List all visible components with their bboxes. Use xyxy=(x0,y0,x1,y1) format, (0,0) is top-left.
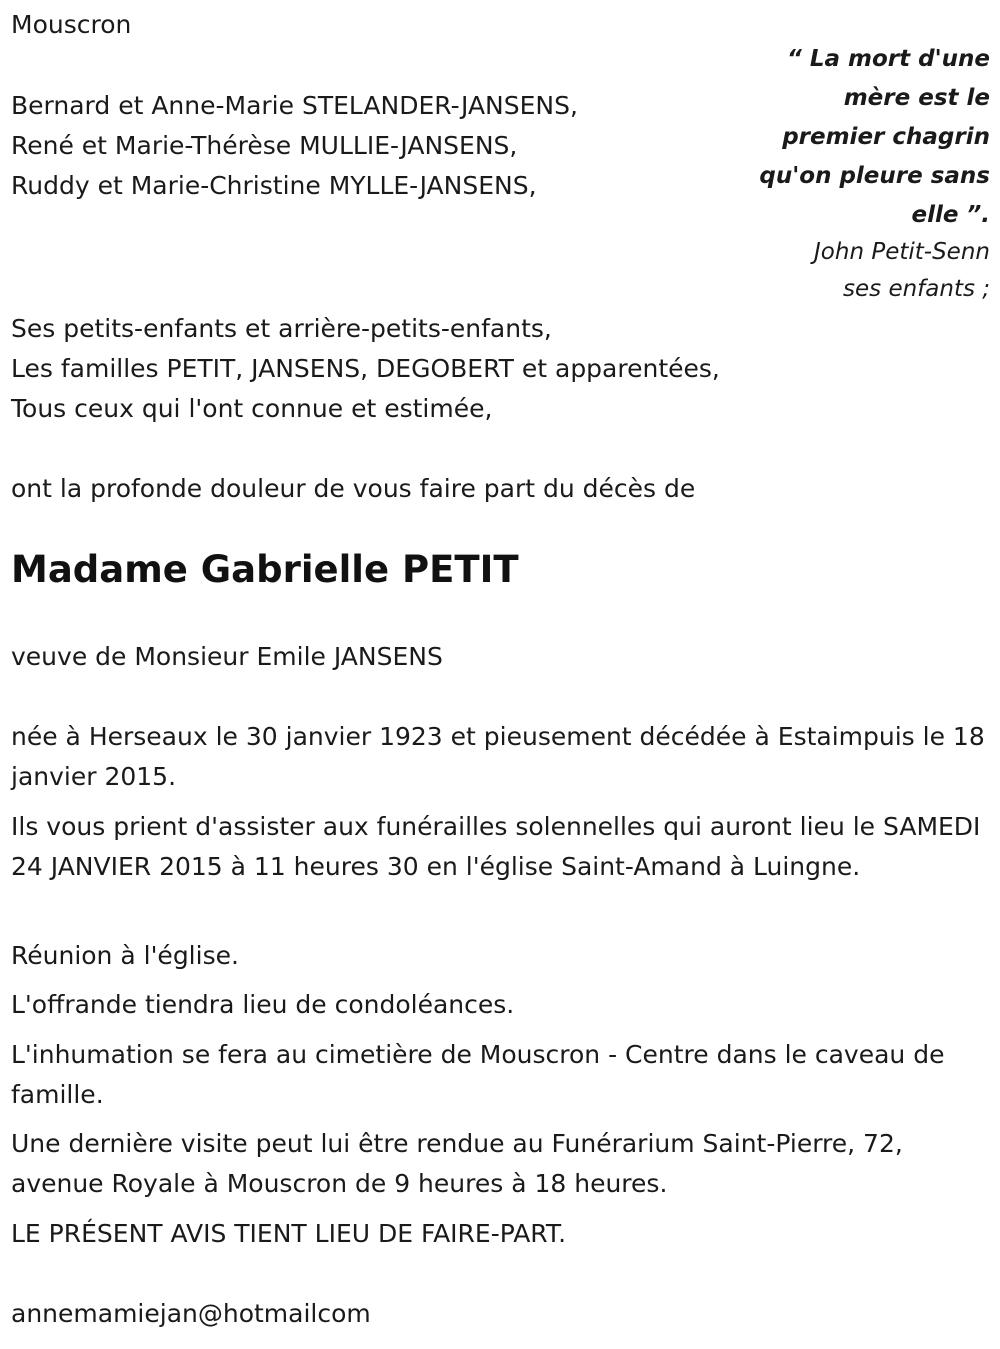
children-item: René et Marie-Thérèse MULLIE-JANSENS, xyxy=(11,131,518,160)
family-item: Tous ceux qui l'ont connue et estimée, xyxy=(11,394,493,423)
quote-author: John Petit-Senn xyxy=(814,239,990,265)
burial-paragraph: L'inhumation se fera au cimetière de Mouscron - Centre dans le caveau de famille. xyxy=(11,1040,945,1109)
announcement-text: ont la profonde douleur de vous faire part du décès de xyxy=(11,474,696,503)
birth-death-paragraph: née à Herseaux le 30 janvier 1923 et pieusement décédée à Estaimpuis le 18 janvier 2015. xyxy=(11,722,985,791)
children-item: Ruddy et Marie-Christine MYLLE-JANSENS, xyxy=(11,171,537,200)
family-item: Ses petits-enfants et arrière-petits-enfants, xyxy=(11,314,552,343)
meeting-paragraph: Réunion à l'église. xyxy=(11,941,239,970)
funeral-paragraph: Ils vous prient d'assister aux funérailles solennelles qui auront lieu le SAMEDI 24 JANVIER 2015 à 11 heures 30 en l'église Saint-Amand à Luingne. xyxy=(11,812,981,881)
children-item: Bernard et Anne-Marie STELANDER-JANSENS, xyxy=(11,91,578,120)
notice-paragraph: LE PRÉSENT AVIS TIENT LIEU DE FAIRE-PART. xyxy=(11,1219,567,1248)
deceased-name: Madame Gabrielle PETIT xyxy=(11,548,519,591)
offering-paragraph: L'offrande tiendra lieu de condoléances. xyxy=(11,990,515,1019)
widow-of-text: veuve de Monsieur Emile JANSENS xyxy=(11,642,443,671)
quote-text: “ La mort d'une mère est le premier chagrin qu'on pleure sans elle ”. xyxy=(759,46,990,228)
contact-email: annemamiejan@hotmailcom xyxy=(11,1299,371,1328)
visit-paragraph: Une dernière visite peut lui être rendue au Funérarium Saint-Pierre, 72, avenue Royale à Mouscron de 9 heures à 18 heures. xyxy=(11,1129,903,1198)
location-heading: Mouscron xyxy=(11,10,132,39)
quote-subtitle: ses enfants ; xyxy=(843,276,990,302)
family-item: Les familles PETIT, JANSENS, DEGOBERT et apparentées, xyxy=(11,354,720,383)
